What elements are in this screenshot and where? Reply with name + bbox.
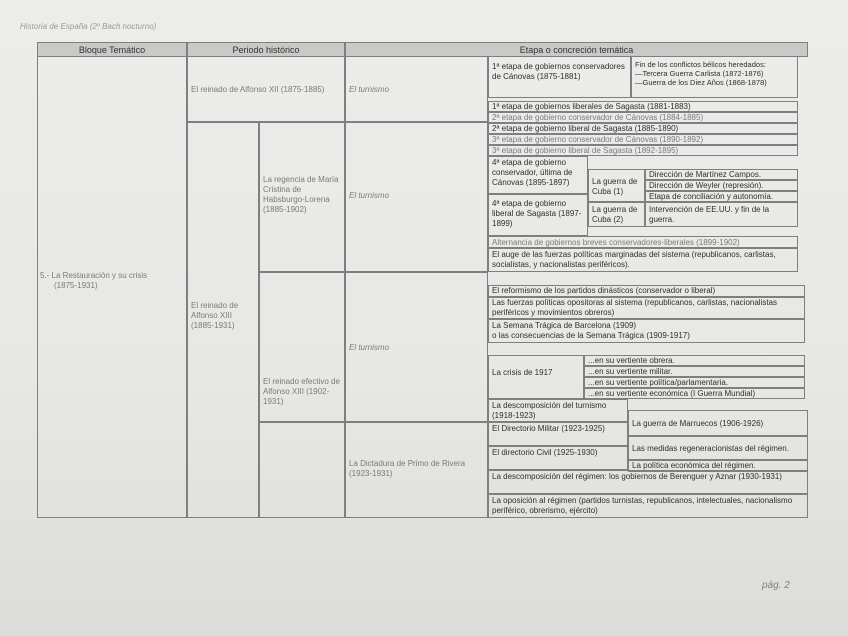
alfonso-xii-conflicts: Fin de los conflictos bélicos heredados: —Tercera Guerra Carlista (1872-1876) —Guerra de los Diez Años (1868-1878) xyxy=(631,56,798,98)
alfonso-xii-system: El turnismo xyxy=(345,56,488,122)
dictadura-label: La Dictadura de Primo de Rivera (1923-1931) xyxy=(345,422,488,518)
efectivo-system: El turnismo xyxy=(345,272,488,422)
descomposicion-turnismo-row: La descomposición del turnismo (1918-1923) xyxy=(488,399,628,422)
regencia-system: El turnismo xyxy=(345,122,488,272)
regencia-label: La regencia de María Cristina de Habsburgo-Lorena (1885-1902) xyxy=(259,122,345,272)
reformismo-row: El reformismo de los partidos dinásticos (conservador o liberal) xyxy=(488,285,805,297)
bloque-title: 5.- La Restauración y su crisis xyxy=(40,271,148,280)
directorio-militar: El Directorio Militar (1923-1925) xyxy=(488,422,628,446)
directorio-civil: El directorio Civil (1925-1930) xyxy=(488,446,628,470)
crisis-1917-label: La crisis de 1917 xyxy=(488,355,584,399)
header-bloque: Bloque Temático xyxy=(37,42,187,57)
alfonso-xii-label: El reinado de Alfonso XII (1875-1885) xyxy=(187,56,345,122)
guerra-marruecos: La guerra de Marruecos (1906-1926) xyxy=(628,410,808,436)
cuba-2-label: La guerra de Cuba (2) xyxy=(588,202,645,227)
alfonso-xiii-label: El reinado de Alfonso XIII (1885-1931) xyxy=(187,122,259,518)
regencia-row-1: 2ª etapa de gobierno liberal de Sagasta (1885-1890) xyxy=(488,123,798,134)
medidas-regeneracionistas: Las medidas regeneracionistas del régimen. xyxy=(628,436,808,460)
cuba-1-item-1: Dirección de Martínez Campos. xyxy=(645,169,798,180)
oposicion-regimen: La oposición al régimen (partidos turnistas, republicanos, intelectuales, nacionalismo periférico, obrerismo, ejército) xyxy=(488,494,808,518)
cuba-2-text: Intervención de EE.UU. y fin de la guerra. xyxy=(645,202,798,227)
crisis-item-1: ...en su vertiente obrera. xyxy=(584,355,805,366)
cuba-1-label: La guerra de Cuba (1) xyxy=(588,169,645,202)
regencia-row-2: 3ª etapa de gobierno conservador de Cánovas (1890-1892) xyxy=(488,134,798,145)
cuba-1-item-3: Etapa de conciliación y autonomía. xyxy=(645,191,798,202)
dictadura-spacer xyxy=(259,422,345,518)
bloque-years: (1875-1931) xyxy=(54,281,98,290)
crisis-item-2: ...en su vertiente militar. xyxy=(584,366,805,377)
canovas-last-stage: 4ª etapa de gobierno conservador, última de Cánovas (1895-1897) xyxy=(488,156,588,194)
header-periodo: Periodo histórico xyxy=(187,42,345,57)
semana-tragica-row: La Semana Trágica de Barcelona (1909) o las consecuencias de la Semana Trágica (1909-1917) xyxy=(488,319,805,343)
cuba-1-item-2: Dirección de Weyler (represión). xyxy=(645,180,798,191)
bloque-cell xyxy=(37,56,187,518)
regencia-row-3: 3ª etapa de gobierno liberal de Sagasta (1892-1895) xyxy=(488,145,798,156)
header-note: Historia de España (2º Bach nocturno) xyxy=(20,22,157,31)
crisis-item-3: ...en su vertiente política/parlamentaria. xyxy=(584,377,805,388)
fuerzas-row: Las fuerzas políticas opositoras al sistema (republicanos, carlistas, nacionalistas periféricos y movimientos obreros) xyxy=(488,297,805,319)
sagasta-4-stage: 4ª etapa de gobierno liberal de Sagasta (1897-1899) xyxy=(488,194,588,236)
crisis-item-4: ...en su vertiente económica (I Guerra Mundial) xyxy=(584,388,805,399)
efectivo-label: El reinado efectivo de Alfonso XIII (1902-1931) xyxy=(259,272,345,422)
alfonso-xii-stage2: 1ª etapa de gobiernos liberales de Sagasta (1881-1883) xyxy=(488,101,798,112)
page-number: pág. 2 xyxy=(762,580,790,591)
auge-row: El auge de las fuerzas políticas marginadas del sistema (republicanos, carlistas, socialistas, y nacionalistas periféricos). xyxy=(488,248,798,272)
header-etapa: Etapa o concreción temática xyxy=(345,42,808,57)
alternancia-row: Alternancia de gobiernos breves conservadores-liberales (1899-1902) xyxy=(488,236,798,248)
politica-economica: La política económica del régimen. xyxy=(628,460,808,472)
descomposicion-regimen: La descomposición del régimen: los gobiernos de Berenguer y Aznar (1930-1931) xyxy=(488,470,808,494)
alfonso-xii-stage3: 2ª etapa de gobierno conservador de Cánovas (1884-1885) xyxy=(488,112,798,123)
alfonso-xii-stage1: 1ª etapa de gobiernos conservadores de Cánovas (1875-1881) xyxy=(488,56,631,98)
